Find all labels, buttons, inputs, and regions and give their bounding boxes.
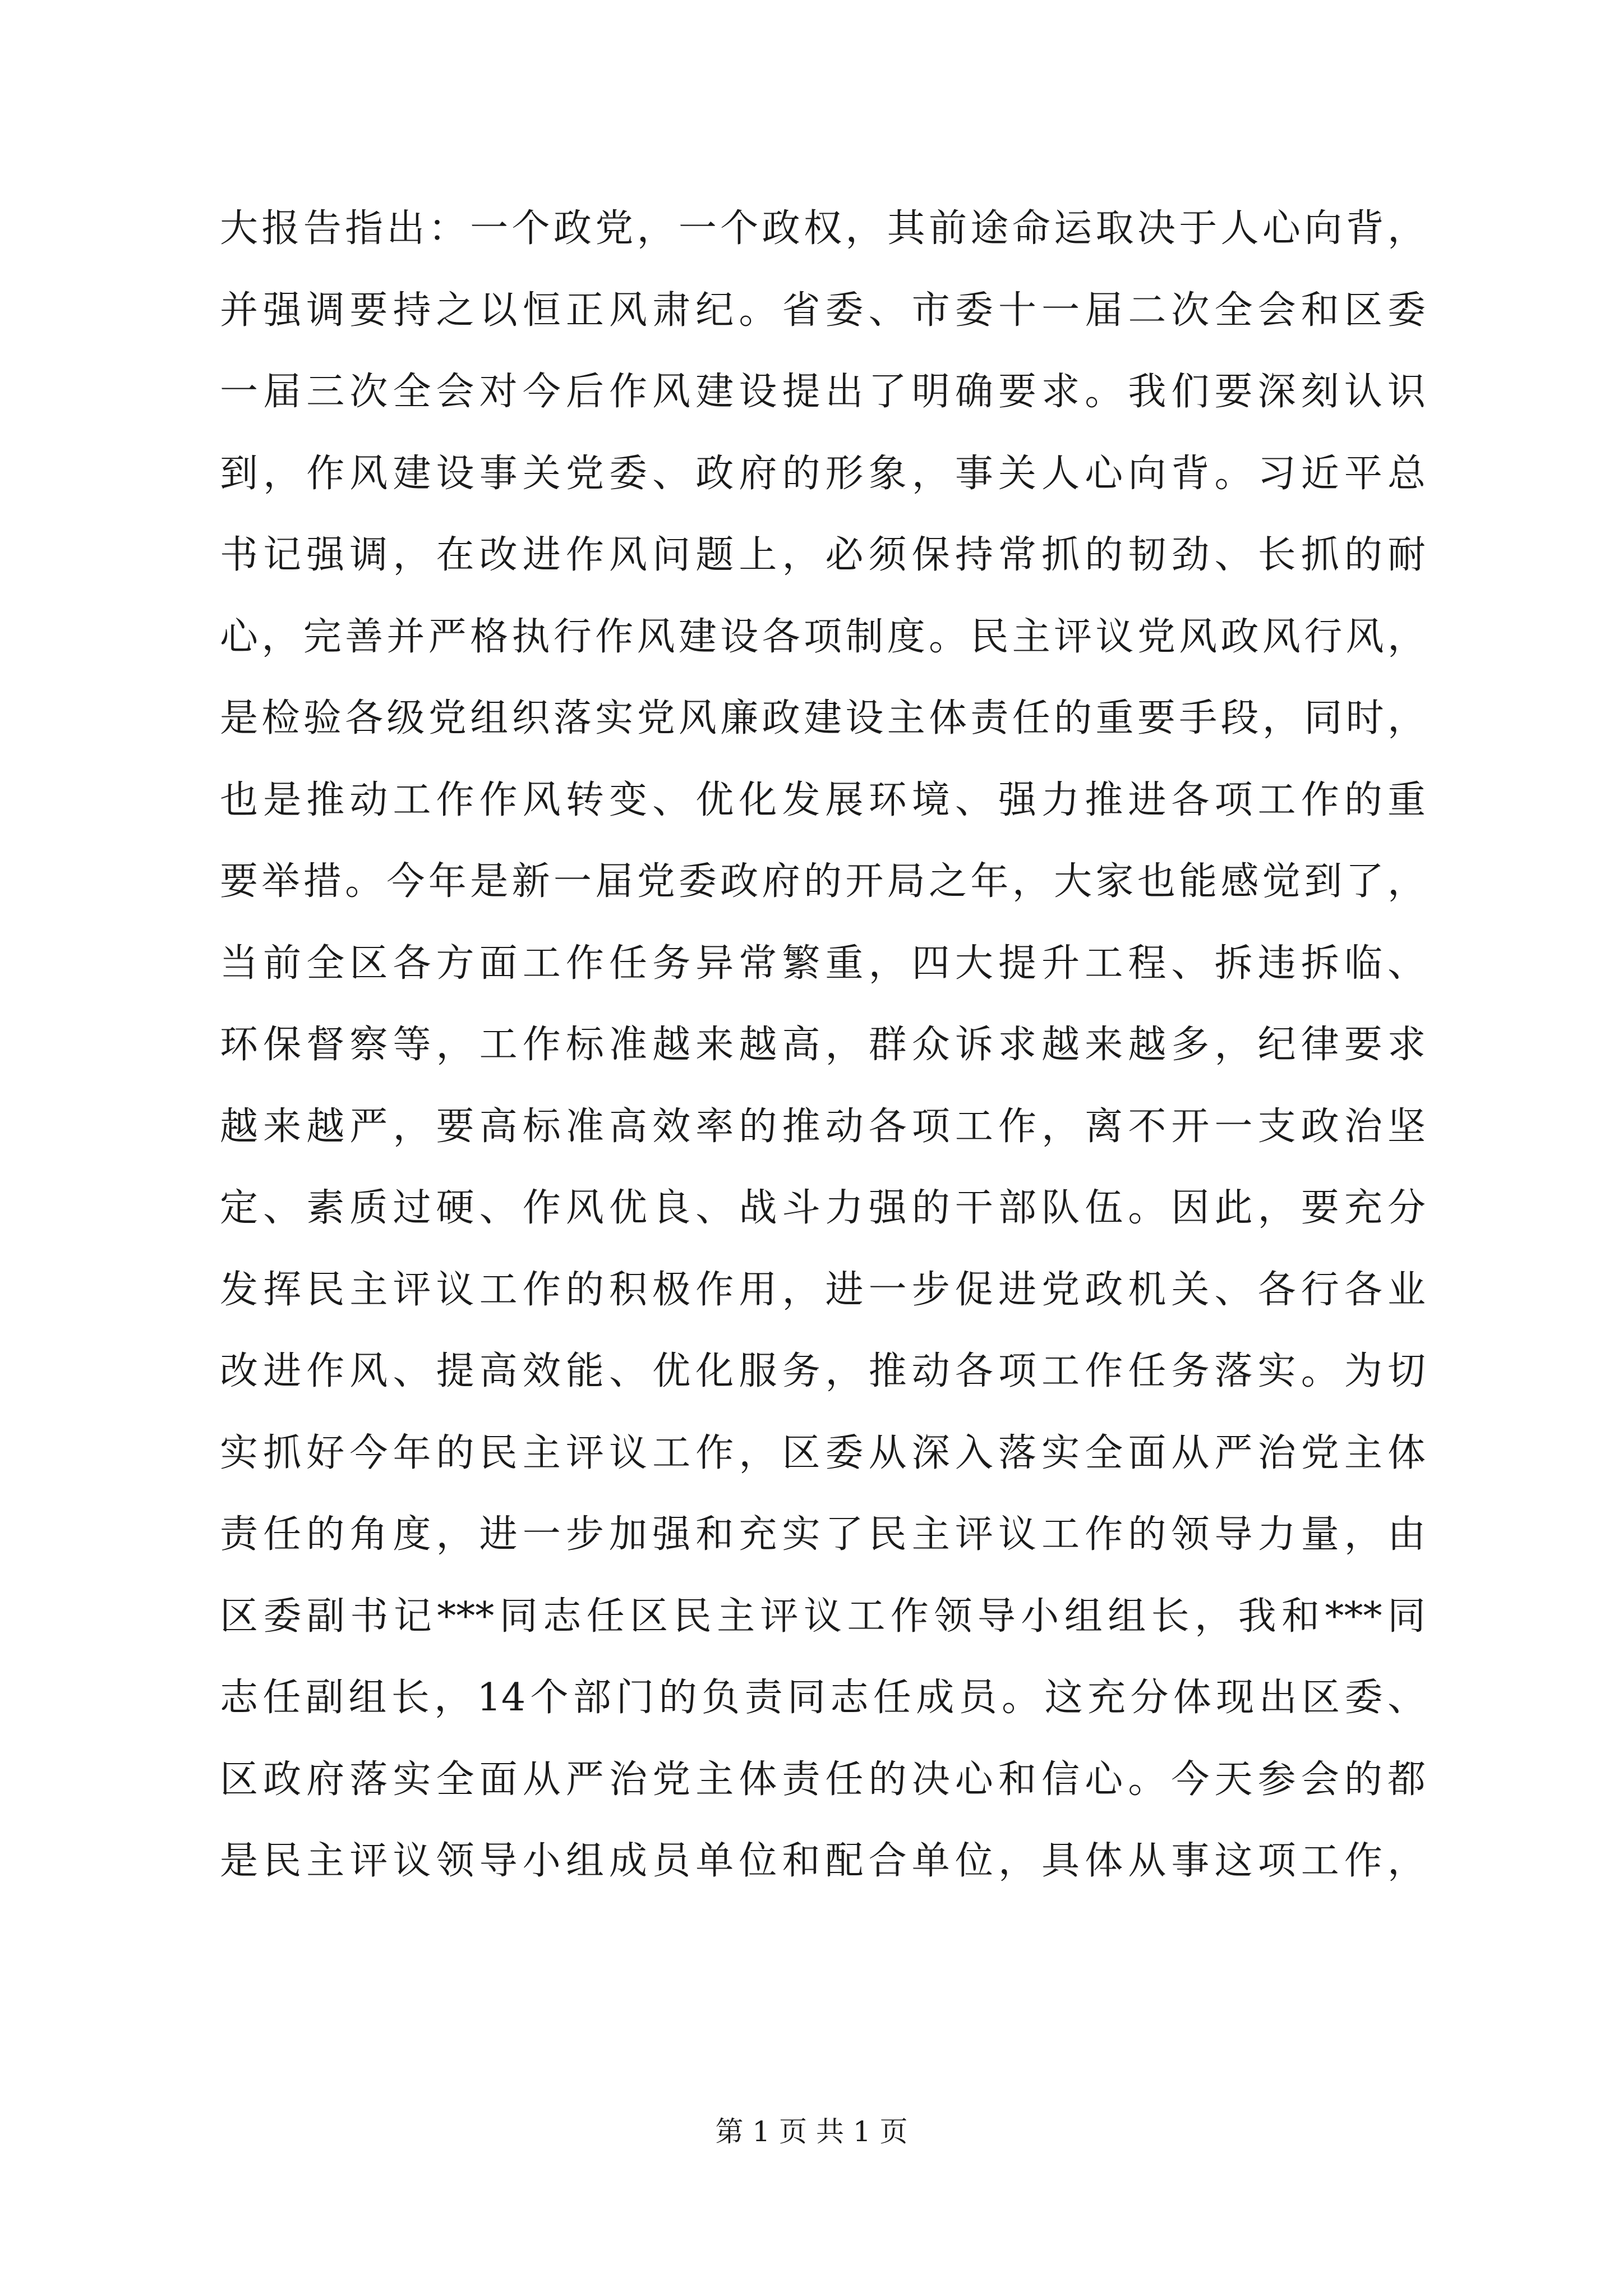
text-line: 定、素质过硬、作风优良、战斗力强的干部队伍。因此，要充分 bbox=[220, 1186, 1426, 1230]
text-line: 环保督察等，工作标准越来越高，群众诉求越来越多，纪律要求 bbox=[220, 1023, 1426, 1067]
text-line: 发挥民主评议工作的积极作用，进一步促进党政机关、各行各业 bbox=[220, 1267, 1426, 1312]
text-line: 大报告指出：一个政党，一个政权，其前途命运取决于人心向背， bbox=[220, 206, 1426, 251]
text-line: 书记强调，在改进作风问题上，必须保持常抓的韧劲、长抓的耐 bbox=[220, 533, 1426, 577]
text-line: 志任副组长，14个部门的负责同志任成员。这充分体现出区委、 bbox=[220, 1676, 1426, 1720]
text-line: 责任的角度，进一步加强和充实了民主评议工作的领导力量，由 bbox=[220, 1512, 1426, 1557]
text-line: 改进作风、提高效能、优化服务，推动各项工作任务落实。为切 bbox=[220, 1349, 1426, 1393]
text-line: 要举措。今年是新一届党委政府的开局之年，大家也能感觉到了， bbox=[220, 859, 1426, 904]
text-line: 是民主评议领导小组成员单位和配合单位，具体从事这项工作， bbox=[220, 1839, 1426, 1883]
text-line: 当前全区各方面工作任务异常繁重，四大提升工程、拆违拆临、 bbox=[220, 941, 1426, 986]
page-number-label: 第 1 页 共 1 页 bbox=[715, 2115, 908, 2148]
body-text bbox=[220, 188, 1426, 1902]
text-line: 到，作风建设事关党委、政府的形象，事关人心向背。习近平总 bbox=[220, 451, 1426, 496]
page-footer bbox=[0, 2109, 1623, 2150]
text-line: 心，完善并严格执行作风建设各项制度。民主评议党风政风行风， bbox=[220, 614, 1426, 659]
text-line: 是检验各级党组织落实党风廉政建设主体责任的重要手段，同时， bbox=[220, 696, 1426, 740]
text-line: 实抓好今年的民主评议工作，区委从深入落实全面从严治党主体 bbox=[220, 1430, 1426, 1475]
text-line: 区政府落实全面从严治党主体责任的决心和信心。今天参会的都 bbox=[220, 1757, 1426, 1802]
text-line: 区委副书记***同志任区民主评议工作领导小组组长，我和***同 bbox=[220, 1594, 1426, 1639]
text-line: 一届三次全会对今后作风建设提出了明确要求。我们要深刻认识 bbox=[220, 370, 1426, 414]
text-line: 也是推动工作作风转变、优化发展环境、强力推进各项工作的重 bbox=[220, 777, 1426, 822]
text-line: 并强调要持之以恒正风肃纪。省委、市委十一届二次全会和区委 bbox=[220, 288, 1426, 333]
text-line: 越来越严，要高标准高效率的推动各项工作，离不开一支政治坚 bbox=[220, 1104, 1426, 1149]
